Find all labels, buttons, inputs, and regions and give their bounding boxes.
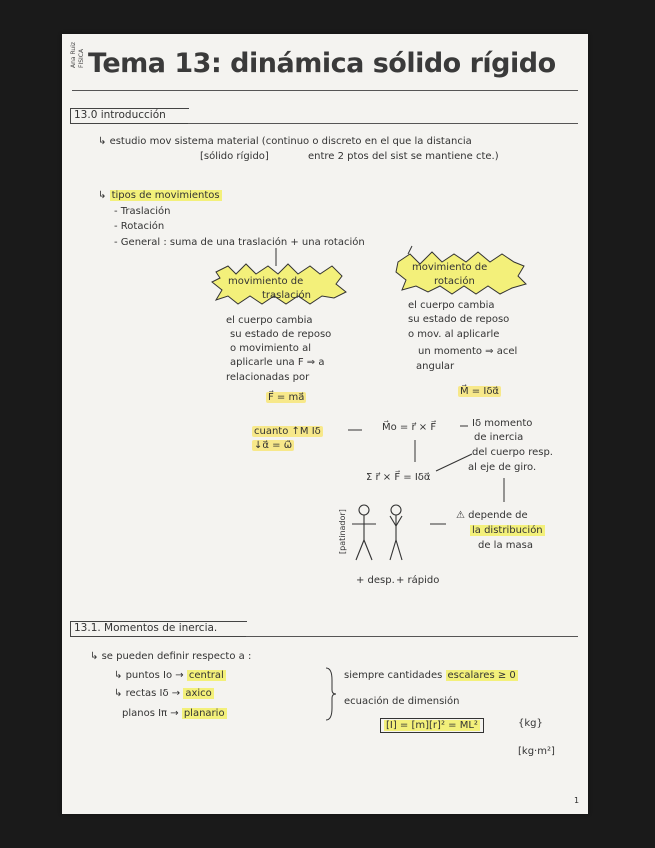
type-item-translation: - Traslación	[114, 206, 171, 217]
moments-item-lines: ↳ rectas Iδ → axico	[114, 688, 212, 699]
rotation-badge-line-1: movimiento de	[412, 262, 488, 273]
skater-label: [patinador]	[338, 509, 347, 554]
translation-text-1: el cuerpo cambia	[226, 315, 313, 326]
dependency-note-3: de la masa	[478, 540, 533, 551]
dependency-note-2: la distribución	[472, 525, 543, 536]
rotation-text-4: un momento ⇒ acel	[418, 346, 518, 357]
page-number: 1	[574, 796, 580, 805]
inertia-note-1: Iδ momento	[472, 418, 533, 429]
rotation-text-1: el cuerpo cambia	[408, 300, 495, 311]
definition-line-2b: entre 2 ptos del sist se mantiene cte.)	[308, 151, 499, 162]
rotation-badge-line-2: rotación	[434, 276, 475, 287]
section-rule-moments	[246, 636, 578, 637]
dependency-note-1: ⚠ depende de	[456, 510, 528, 521]
dimension-formula: [I] = [m][r]² = ML²	[380, 718, 484, 733]
torque-formula: M⃗o = r⃗ × F⃗	[382, 422, 437, 433]
brace	[324, 666, 338, 722]
section-label-intro: 13.0 introducción	[74, 109, 166, 121]
moments-right-line-1: siempre cantidades escalares ≥ 0	[344, 670, 516, 681]
notebook-page	[62, 34, 588, 814]
margin-note-subject: FISICA	[78, 48, 85, 68]
translation-badge-line-2: traslación	[262, 290, 312, 301]
rotation-text-5: angular	[416, 361, 455, 372]
skater-caption-2: + rápido	[396, 575, 440, 586]
moments-item-points: ↳ puntos Io → central	[114, 670, 224, 681]
translation-formula: F⃗ = ma⃗	[268, 392, 305, 403]
type-item-general: - General : suma de una traslación + una rotación	[114, 237, 365, 248]
moments-intro: ↳ se pueden definir respecto a :	[90, 651, 252, 662]
translation-text-5: relacionadas por	[226, 372, 310, 383]
moments-right-line-2: ecuación de dimensión	[344, 696, 460, 707]
relation-note-1: cuanto ↑M Iδ	[254, 426, 321, 437]
definition-line-1: ↳ estudio mov sistema material (continuo o discreto en el que la distancia	[98, 136, 472, 147]
inertia-note-2: de inercia	[474, 432, 524, 443]
sum-formula: Σ r⃗ × F⃗ = Iδα⃗	[366, 472, 431, 483]
translation-text-4: aplicarle una F ⇒ a	[230, 357, 325, 368]
moments-item-planes: planos Iπ → planario	[122, 708, 225, 719]
type-item-rotation: - Rotación	[114, 221, 165, 232]
skater-figures	[348, 502, 418, 572]
translation-text-3: o movimiento al	[230, 343, 311, 354]
translation-text-2: su estado de reposo	[230, 329, 332, 340]
section-label-moments: 13.1. Momentos de inercia.	[74, 622, 218, 634]
margin-note-name: Ana Ruiz	[70, 41, 77, 68]
page-title: Tema 13: dinámica sólido rígido	[88, 48, 556, 79]
rotation-text-3: o mov. al aplicarle	[408, 329, 500, 340]
inertia-note-3: del cuerpo resp.	[472, 447, 553, 458]
units: [kg·m²]	[518, 746, 555, 757]
rotation-text-2: su estado de reposo	[408, 314, 510, 325]
skater-caption-1: + desp.	[356, 575, 395, 586]
relation-note-2: ↓α⃗ = ω⃗̇	[254, 440, 293, 451]
types-heading: ↳ tipos de movimientos	[98, 190, 220, 201]
inertia-note-4: al eje de giro.	[468, 462, 537, 473]
translation-badge-line-1: movimiento de	[228, 276, 304, 287]
rotation-formula: M⃗ = Iδα⃗	[460, 386, 500, 397]
definition-line-2a: [sólido rígido]	[200, 151, 269, 162]
units-note: {kg}	[518, 718, 543, 729]
